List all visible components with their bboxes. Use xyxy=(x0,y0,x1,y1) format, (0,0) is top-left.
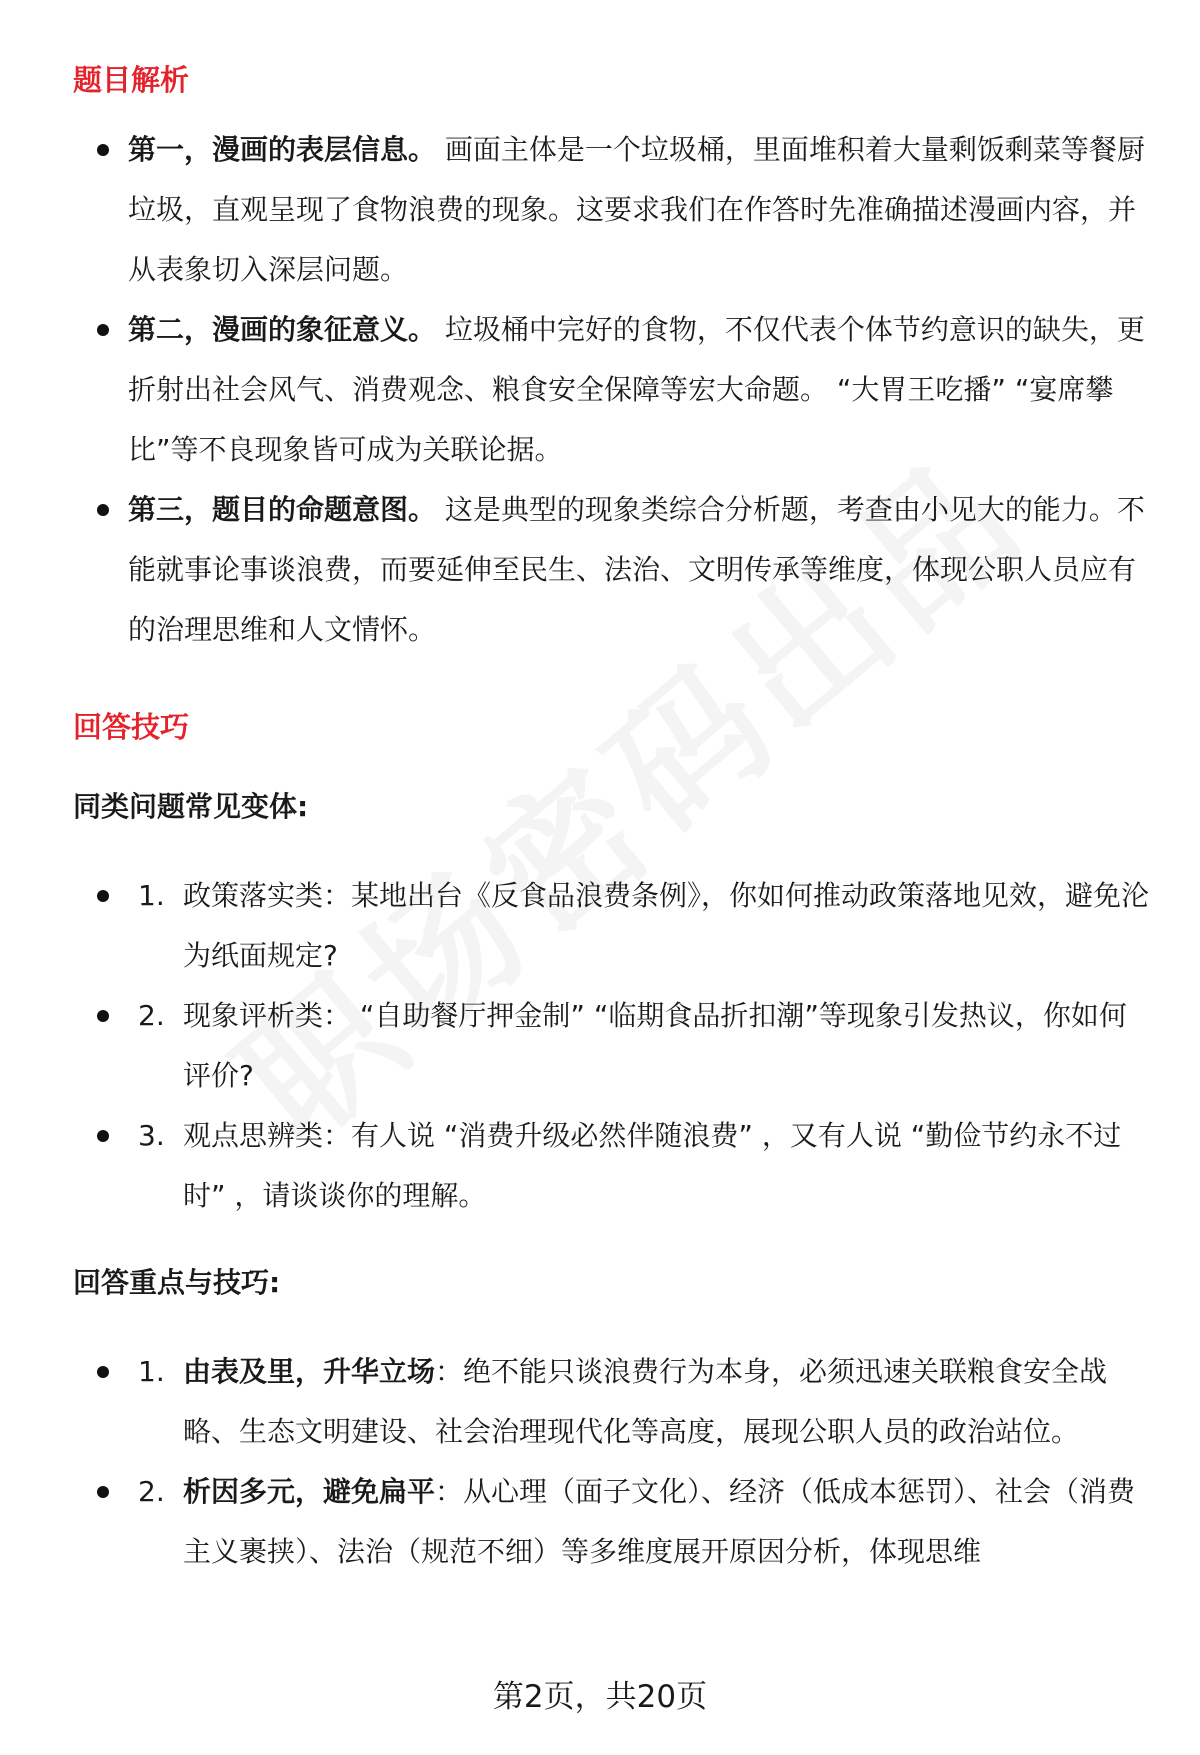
bullet-icon xyxy=(97,504,109,516)
list-item xyxy=(0,986,1200,1106)
list-item xyxy=(0,1106,1200,1226)
bullet-icon xyxy=(97,324,109,336)
item-number: 2. xyxy=(138,999,165,1032)
subsection-title-focus: 回答重点与技巧: xyxy=(73,1266,281,1299)
list-item xyxy=(0,866,1200,986)
bullet-icon xyxy=(97,1486,109,1498)
bullet-icon xyxy=(97,1366,109,1378)
item-text: 垃圾桶中完好的食物，不仅代表个体节约意识的缺失，更折射出社会风气、消费观念、粮食安全保障等宏大命题。 “大胃王吃播” “宴席攀比”等不良现象皆可成为关联论据。 xyxy=(128,313,1145,466)
item-lead: 第二，漫画的象征意义。 xyxy=(128,313,437,346)
page-number: 第2页，共20页 xyxy=(492,1679,708,1715)
item-lead: 析因多元，避免扁平 xyxy=(183,1475,436,1508)
item-text: 这是典型的现象类综合分析题，考查由小见大的能力。不能就事论事谈浪费，而要延伸至民生、法治、文明传承等维度，体现公职人员应有的治理思维和人文情怀。 xyxy=(128,493,1145,646)
focus-list xyxy=(0,1342,1200,1582)
item-text: 画面主体是一个垃圾桶，里面堆积着大量剩饭剩菜等餐厨垃圾，直观呈现了食物浪费的现象。这要求我们在作答时先准确描述漫画内容，并从表象切入深层问题。 xyxy=(128,133,1145,286)
section-title-skills: 回答技巧 xyxy=(73,710,190,744)
item-text: ：绝不能只谈浪费行为本身，必须迅速关联粮食安全战略、生态文明建设、社会治理现代化等高度，展现公职人员的政治站位。 xyxy=(183,1355,1108,1448)
item-lead: 由表及里，升华立场 xyxy=(183,1355,436,1388)
bullet-icon xyxy=(97,1130,109,1142)
bullet-icon xyxy=(97,144,109,156)
item-number: 1. xyxy=(138,879,165,912)
list-item xyxy=(0,120,1200,300)
item-text: 政策落实类：某地出台《反食品浪费条例》，你如何推动政策落地见效，避免沦为纸面规定? xyxy=(183,879,1150,972)
item-number: 2. xyxy=(138,1475,165,1508)
item-text: 现象评析类： “自助餐厅押金制” “临期食品折扣潮”等现象引发热议，你如何评价? xyxy=(183,999,1127,1092)
item-lead: 第三，题目的命题意图。 xyxy=(128,493,437,526)
list-item xyxy=(0,1342,1200,1462)
item-text: 观点思辨类：有人说 “消费升级必然伴随浪费” ，又有人说 “勤俭节约永不过时” ，请谈谈你的理解。 xyxy=(183,1119,1122,1212)
item-number: 1. xyxy=(138,1355,165,1388)
list-item xyxy=(0,300,1200,480)
subsection-title-variants: 同类问题常见变体: xyxy=(73,790,309,823)
section-title-analysis: 题目解析 xyxy=(73,63,190,97)
list-item xyxy=(0,1462,1200,1582)
item-text: ：从心理（面子文化）、经济（低成本惩罚）、社会（消费主义裹挟）、法治（规范不细）等多维度展开原因分析，体现思维 xyxy=(183,1475,1136,1568)
bullet-icon xyxy=(97,1010,109,1022)
item-lead: 第一，漫画的表层信息。 xyxy=(128,133,437,166)
bullet-icon xyxy=(97,890,109,902)
analysis-list xyxy=(0,120,1200,660)
item-number: 3. xyxy=(138,1119,165,1152)
variants-list xyxy=(0,866,1200,1226)
list-item xyxy=(0,480,1200,660)
